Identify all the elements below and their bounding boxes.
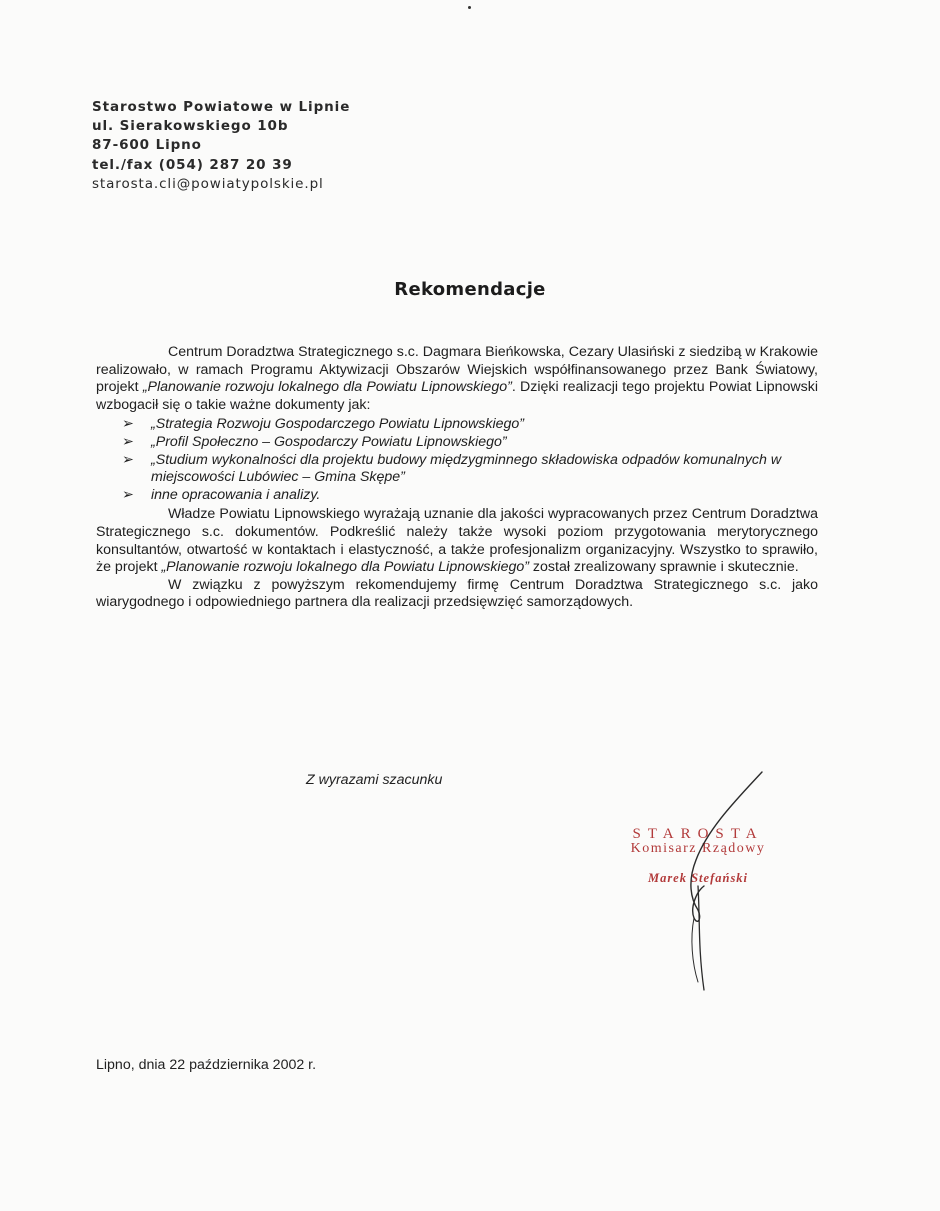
paragraph-appreciation-text-1: Władze Powiatu Lipnowskiego wyrażają uznanie dla jakości wypracowanych przez Centrum Doradztwa Strategicznego s.c. dokumentów. Podkreślić należy także wysoki poziom przygotowania merytorycznego konsultantów, otwartość w kontaktach i elastyczność, a także profesjonalizm organizacyjny. Wszystko to sprawiło, że projekt	[96, 506, 818, 576]
list-item-text: „Strategia Rozwoju Gospodarczego Powiatu Lipnowskiego”	[151, 416, 525, 433]
list-item-text: „Studium wykonalności dla projektu budowy międzygminnego składowiska odpadów komunalnych w miejscowości Lubówiec – Gmina Skępe”	[151, 451, 782, 486]
arrow-bullet-icon: ➢	[122, 486, 134, 503]
arrow-bullet-icon: ➢	[122, 433, 134, 450]
list-item	[96, 434, 818, 452]
paragraph-recommendation: W związku z powyższym rekomendujemy firmę Centrum Doradztwa Strategicznego s.c. jako wiarygodnego i odpowiedniego partnera dla realizacji przedsięwzięć samorządowych.	[96, 576, 818, 611]
arrow-bullet-icon: ➢	[122, 451, 134, 468]
list-item-text: inne opracowania i analizy.	[151, 486, 321, 503]
sender-postal-city: 87-600 Lipno	[92, 137, 202, 154]
project-name: „Planowanie rozwoju lokalnego dla Powiatu Lipnowskiego”	[161, 559, 529, 576]
sender-office: Starostwo Powiatowe w Lipnie	[92, 99, 351, 115]
sender-email: starosta.cli@powiatypolskie.pl	[92, 175, 324, 192]
list-item	[96, 487, 818, 505]
stamp-title: STAROSTA	[632, 826, 764, 842]
letter-title: Rekomendacje	[394, 279, 546, 300]
list-item-text: „Profil Społeczno – Gospodarczy Powiatu Lipnowskiego”	[151, 433, 507, 450]
arrow-bullet-icon: ➢	[122, 416, 134, 433]
paragraph-intro	[96, 344, 818, 414]
letter-body	[96, 344, 818, 612]
paper-speck	[468, 6, 471, 9]
sender-address-block	[92, 98, 350, 194]
handwritten-signature	[668, 768, 778, 998]
documents-list	[96, 416, 818, 504]
stamp-name: Marek Stefański	[647, 871, 749, 885]
date-line: Lipno, dnia 22 października 2002 r.	[96, 1057, 317, 1073]
closing-salutation: Z wyrazami szacunku	[306, 772, 443, 788]
list-item	[96, 452, 818, 487]
list-item	[96, 416, 818, 434]
paragraph-intro-text-2: . Dzięki realizacji tego projektu Powiat Lipnowski wzbogacił się o takie ważne dokumenty jak:	[96, 379, 818, 413]
paragraph-appreciation-text-2: został zrealizowany sprawnie i skutecznie.	[528, 559, 799, 576]
paragraph-intro-text-1: Centrum Doradztwa Strategicznego s.c. Dagmara Bieńkowska, Cezary Ulasiński z siedzibą w Krakowie realizowało, w ramach Programu Aktywizacji Obszarów Wiejskich współfinansowanego przez Bank Światowy, projekt	[96, 344, 818, 396]
sender-phone-fax: tel./fax (054) 287 20 39	[92, 156, 293, 173]
stamp-position: Komisarz Rządowy	[630, 841, 766, 856]
sender-street: ul. Sierakowskiego 10b	[92, 118, 289, 135]
paragraph-appreciation	[96, 506, 818, 576]
project-name: „Planowanie rozwoju lokalnego dla Powiatu Lipnowskiego”	[142, 379, 512, 396]
